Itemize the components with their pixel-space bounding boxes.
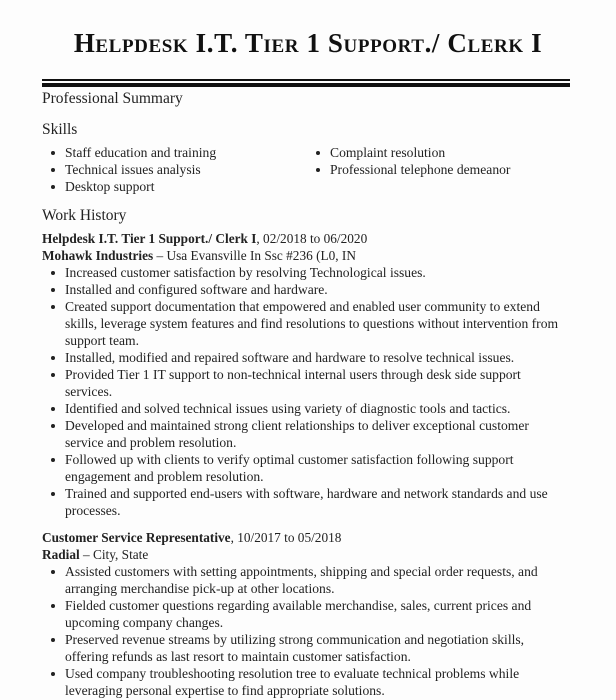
job-title: Customer Service Representative [42, 530, 231, 545]
skill-item: Professional telephone demeanor [307, 161, 572, 178]
job-title-line [42, 529, 572, 546]
company-line [42, 247, 572, 264]
job-bullet: Installed and configured software and hardware. [42, 281, 570, 298]
company-line [42, 546, 572, 563]
job-bullet: Used company troubleshooting resolution tree to evaluate technical problems while leveraging personal expertise to find appropriate solutions. [42, 665, 570, 699]
job-bullets [42, 264, 572, 519]
job-bullet: Trained and supported end-users with software, hardware and network standards and use processes. [42, 485, 570, 519]
skill-item: Complaint resolution [307, 144, 572, 161]
skills-list [42, 144, 572, 195]
job-title-line [42, 230, 572, 247]
job-title: Helpdesk I.T. Tier 1 Support./ Clerk I [42, 231, 257, 246]
job-dates: , 10/2017 to 05/2018 [230, 530, 342, 545]
skill-item: Staff education and training [42, 144, 307, 161]
job-entry [42, 529, 572, 699]
job-bullet: Followed up with clients to verify optimal customer satisfaction following support engagement and problem resolution. [42, 451, 570, 485]
job-bullet: Assisted customers with setting appointments, shipping and special order requests, and arranging merchandise pick-up at other locations. [42, 563, 570, 597]
job-bullet: Provided Tier 1 IT support to non-technical internal users through desk side support services. [42, 366, 570, 400]
company-location: – Usa Evansville In Ssc #236 (L0, IN [153, 248, 356, 263]
job-bullets [42, 563, 572, 699]
section-heading-summary: Professional Summary [42, 90, 183, 107]
skills-column-right [307, 144, 572, 195]
company-location: – City, State [79, 547, 149, 562]
job-bullet: Developed and maintained strong client relationships to deliver exceptional customer service and problem resolution. [42, 417, 570, 451]
section-heading-work-history: Work History [42, 207, 127, 224]
company-name: Radial [42, 547, 80, 562]
job-bullet: Fielded customer questions regarding available merchandise, sales, current prices and upcoming company changes. [42, 597, 570, 631]
job-bullet: Created support documentation that empowered and enabled user community to extend skills, leverage system features and find resolutions to questions without intervention from support team. [42, 298, 570, 349]
skills-column-left [42, 144, 307, 195]
job-bullet: Identified and solved technical issues using variety of diagnostic tools and tactics. [42, 400, 570, 417]
job-bullet: Installed, modified and repaired software and hardware to resolve technical issues. [42, 349, 570, 366]
job-entry [42, 230, 572, 519]
skill-item: Desktop support [42, 178, 307, 195]
company-name: Mohawk Industries [42, 248, 154, 263]
job-bullet: Increased customer satisfaction by resolving Technological issues. [42, 264, 570, 281]
title-divider-thick [42, 83, 570, 87]
resume-body [42, 89, 572, 699]
title-divider-thin [42, 79, 570, 81]
resume-title: Helpdesk I.T. Tier 1 Support./ Clerk I [73, 28, 543, 58]
job-dates: , 02/2018 to 06/2020 [256, 231, 368, 246]
job-bullet: Preserved revenue streams by utilizing strong communication and negotiation skills, offering refunds as last resort to maintain customer satisfaction. [42, 631, 570, 665]
skill-item: Technical issues analysis [42, 161, 307, 178]
section-heading-skills: Skills [42, 121, 78, 138]
